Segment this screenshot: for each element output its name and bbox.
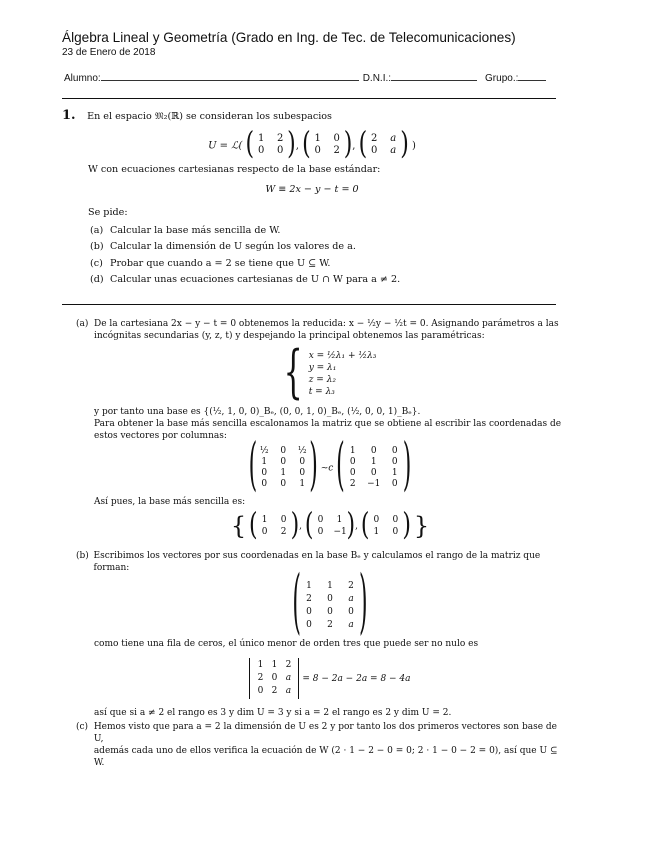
matrix-cell: 0 (280, 515, 287, 525)
matrix-cell: 0 (314, 145, 321, 157)
simplest-base: { ( 1 0 0 2 ) , ( 0 1 0 −1 ) , ( 0 0 1 0 ) } (230, 507, 430, 543)
matrix-cell: 0 (392, 515, 399, 525)
matrix-cell: 1 (261, 457, 268, 467)
u-matrix-3: ( 2 a 0 a ) (358, 127, 409, 163)
matrix-cell: 0 (370, 468, 377, 478)
matrix-cell: 1 (280, 468, 287, 478)
matrix-cell: 1 (299, 479, 306, 489)
matrix-cell: 0 (327, 594, 333, 604)
matrix-cell: 0 (373, 515, 380, 525)
problem-intro: En el espacio 𝔐₂(ℝ) se consideran los subespacios (87, 111, 332, 122)
solution-a: (a) De la cartesiana 2x − y − t = 0 obtenemos la reducida: x − ½y − ½t = 0. Asignando parámetros a las incógnitas secundarias (y, z, t) y despejando la principal obtenemos las paramétricas: (76, 319, 559, 341)
part-b: (b) Calcular la dimensión de U según los valores de a. (90, 241, 356, 253)
matrix-cell: 0 (299, 457, 306, 467)
matrix-cell: 1 (391, 468, 398, 478)
escal-line-1: Para obtener la base más sencilla escalonamos la matriz que se obtiene al escribir las coordenadas de (94, 419, 562, 429)
matrix-cell: 1 (370, 457, 377, 467)
matrix-cell: 0 (371, 145, 378, 157)
matrix-cell: 2 (327, 620, 333, 630)
matrix-cell: 0 (348, 607, 354, 617)
base-matrix-3: ( 0 0 1 0 ) (360, 507, 412, 543)
grupo-input-line[interactable] (518, 72, 546, 81)
alumno-input-line[interactable] (101, 72, 359, 81)
w-equation: W ≡ 2x − y − t = 0 (265, 184, 359, 196)
exam-title: Álgebra Lineal y Geometría (Grado en Ing. de Tec. de Telecomunicaciones) (62, 30, 516, 45)
matrix-cell: 0 (370, 446, 377, 456)
matrix-cell: 0 (391, 457, 398, 467)
grupo-label: Grupo.: (485, 73, 519, 84)
matrix-cell: 0 (257, 686, 264, 696)
matrix-cell: 0 (280, 479, 287, 489)
matrix-cell: 1 (271, 660, 278, 670)
sepide-label: Se pide: (88, 206, 128, 218)
det-matrix (249, 658, 299, 699)
matrix-cell: 1 (336, 515, 343, 525)
matrix-cell: 0 (391, 446, 398, 456)
matrix-cell: 0 (327, 607, 333, 617)
matrix-cell: 2 (349, 479, 356, 489)
matrix-cell: 0 (349, 468, 356, 478)
u-definition: U = ℒ( ( 1 2 0 0 ) , ( 1 0 0 2 ) , ( 2 a 0 a ) ) (208, 127, 416, 163)
solution-section (76, 318, 566, 769)
matrix-cell: 2 (371, 132, 378, 144)
matrix-cell: 1 (261, 515, 268, 525)
exam-date: 23 de Enero de 2018 (62, 47, 156, 58)
fila-text: como tiene una fila de ceros, el único menor de orden tres que puede ser no nulo es (94, 639, 479, 649)
matrix-cell: a (390, 132, 397, 144)
matrix-cell: 0 (261, 468, 268, 478)
matrix-cell: 2 (348, 581, 354, 591)
asi-text: Así pues, la base más sencilla es: (94, 497, 246, 507)
matrix-cell: a (348, 620, 354, 630)
matrix-cell: ½ (297, 446, 307, 456)
matrix-cell: a (285, 686, 292, 696)
matrix-cell: 2 (333, 145, 340, 157)
matrix-cell: 0 (317, 515, 324, 525)
exam-header (62, 30, 602, 60)
solution-b: (b) Escribimos los vectores por sus coordenadas en la base Bₑ y calculamos el rango de la matriz que forman: (76, 551, 541, 573)
matrix-cell: 0 (317, 527, 324, 537)
matrix-cell: 0 (306, 620, 312, 630)
matrix-cell: 0 (349, 457, 356, 467)
matrix-cell: 0 (299, 468, 306, 478)
divider-solution (62, 304, 556, 305)
matrix-cell: 1 (306, 581, 312, 591)
part-c: (c) Probar que cuando a = 2 se tiene que U ⊆ W. (90, 257, 331, 269)
matrix-cell: 1 (257, 660, 264, 670)
matrix-cell: 0 (333, 132, 340, 144)
matrix-cell: 1 (373, 527, 380, 537)
dni-label: D.N.I.: (362, 73, 392, 84)
dni-input-line[interactable] (391, 72, 477, 81)
rank-matrix: ( 1 1 2 2 0 a 0 0 0 0 2 a ) (292, 564, 368, 645)
alumno-label: Alumno: (64, 73, 101, 84)
asi-b-text: así que si a ≠ 2 el rango es 3 y dim U = 3 y si a = 2 el rango es 2 y dim U = 2. (94, 708, 452, 718)
matrix-cell: ½ (259, 446, 269, 456)
matrix-cell: 2 (306, 594, 312, 604)
matrix-cell: −1 (367, 479, 381, 489)
det-result: = 8 − 2a − 2a = 8 − 4a (302, 674, 411, 684)
part-d: (d) Calcular unas ecuaciones cartesianas de U ∩ W para a ≠ 2. (90, 273, 401, 285)
base-matrix-2: ( 0 1 0 −1 ) (304, 507, 356, 543)
matrix-cell: 0 (271, 673, 278, 683)
matrix-cell: 0 (306, 607, 312, 617)
solution-c: (c) Hemos visto que para a = 2 la dimensión de U es 2 y por tanto los dos primeros vectores son base de U, además cada uno de ellos verifica la ecuación de W (2 · 1 − 2 − 0 = 0; 2 · 1 − 0 − 2 = 0), así que U ⊆ W. (76, 722, 558, 768)
matrix-cell: 2 (276, 132, 284, 144)
parts-list (90, 225, 562, 286)
student-fields (64, 72, 558, 86)
base-text: y por tanto una base es {(½, 1, 0, 0)_Bₑ, (0, 0, 1, 0)_Bₑ, (½, 0, 0, 1)_Bₑ}. (94, 407, 421, 417)
matrix-cell: 0 (257, 145, 265, 157)
base-matrix-1: ( 1 0 0 2 ) (248, 507, 300, 543)
u-matrix-2: ( 1 0 0 2 ) (302, 127, 353, 163)
matrix-cell: 0 (261, 527, 268, 537)
part-a: (a) Calcular la base más sencilla de W. (90, 225, 281, 237)
brace-left: { (283, 339, 303, 407)
w-text: W con ecuaciones cartesianas respecto de la base estándar: (88, 164, 381, 176)
matrix-cell: 1 (349, 446, 356, 456)
u-matrix-1: ( 1 2 0 0 ) (245, 127, 296, 163)
matrix-cell: 1 (257, 132, 265, 144)
matrix-right: ( 1 0 0 0 1 0 0 0 1 2 −1 0 ) (336, 434, 412, 500)
problem-statement (62, 108, 562, 286)
sim-symbol: ∼c (320, 463, 334, 474)
matrix-cell: 1 (327, 581, 333, 591)
matrix-cell: 0 (391, 479, 398, 489)
escal-line-2: estos vectores por columnas: (94, 431, 227, 441)
determinant (94, 658, 566, 699)
matrix-cell: 2 (285, 660, 292, 670)
matrix-cell: 2 (257, 673, 264, 683)
matrix-cell: 0 (280, 457, 287, 467)
matrix-cell: 0 (280, 446, 287, 456)
matrix-cell: 2 (271, 686, 278, 696)
u-def-prefix: U = ℒ( (208, 139, 243, 151)
matrix-cell: 0 (261, 479, 268, 489)
matrix-cell: 1 (314, 132, 321, 144)
u-def-suffix: ) (412, 139, 416, 151)
matrix-cell: 0 (276, 145, 284, 157)
matrix-cell: 0 (392, 527, 399, 537)
divider-top (62, 98, 556, 99)
matrix-cell: a (348, 594, 354, 604)
parametric-system: { x = ½λ₁ + ½λ₃ y = λ₁ z = λ₂ t = λ₃ (283, 339, 377, 407)
matrix-cell: a (285, 673, 292, 683)
problem-number: 1. (62, 108, 76, 123)
matrix-cell: −1 (333, 527, 347, 537)
matrix-left: ( ½ 0 ½ 1 0 0 0 1 0 0 0 1 ) (248, 434, 318, 500)
matrix-cell: 2 (280, 527, 287, 537)
matrix-cell: a (390, 145, 397, 157)
